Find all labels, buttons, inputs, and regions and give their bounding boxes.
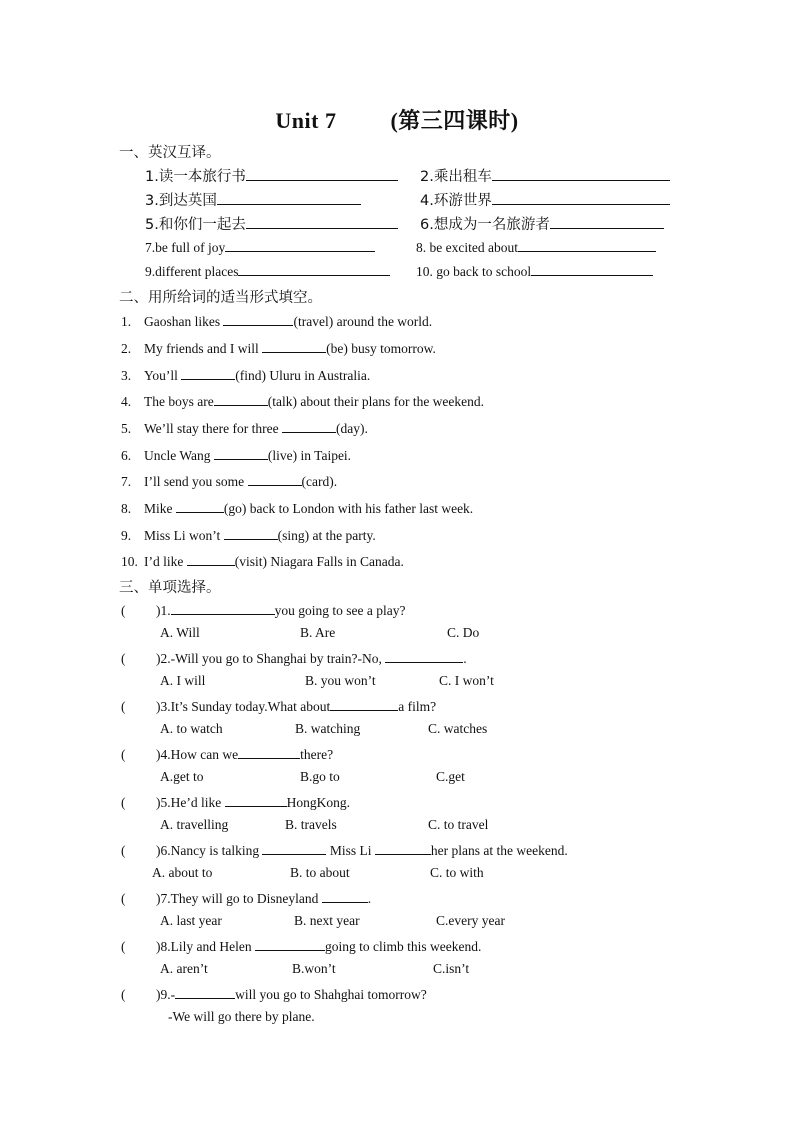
fill-item: 3. You’ll (find) Uluru in Australia. — [121, 368, 371, 383]
section1-heading: 一、英汉互译。 — [119, 145, 221, 161]
mc-option[interactable]: C. to travel — [428, 817, 489, 832]
answer-blank[interactable] — [248, 472, 302, 486]
mc-question: ( )9.- will you go to Shahghai tomorrow? — [121, 987, 427, 1002]
answer-blank[interactable] — [175, 985, 235, 999]
answer-blank[interactable] — [262, 339, 326, 353]
answer-blank[interactable] — [187, 552, 235, 566]
answer-blank[interactable] — [282, 419, 336, 433]
s1-item-4: 4.环游世界 — [420, 189, 670, 210]
answer-blank[interactable] — [238, 745, 300, 759]
answer-blank[interactable] — [550, 215, 664, 229]
s1-item-9: 9.different places — [145, 262, 390, 280]
mc-option[interactable]: B. Are — [300, 625, 336, 640]
fill-item: 2. My friends and I will (be) busy tomorrow. — [121, 341, 436, 356]
mc-option[interactable]: B. travels — [285, 817, 337, 832]
answer-blank[interactable] — [531, 262, 653, 276]
section3-heading: 三、单项选择。 — [119, 580, 221, 596]
mc-question: ( )5.He’d like HongKong. — [121, 795, 350, 810]
mc-option[interactable]: C. I won’t — [439, 673, 494, 688]
mc-question: ( )8.Lily and Helen going to climb this weekend. — [121, 939, 482, 954]
fill-item: 5. We’ll stay there for three (day). — [121, 421, 368, 436]
page-title — [0, 104, 794, 135]
s1-item-2: 2.乘出租车 — [420, 165, 670, 186]
mc-option[interactable]: A.get to — [160, 769, 204, 784]
mc-option[interactable]: C. watches — [428, 721, 488, 736]
mc-option[interactable]: B. to about — [290, 865, 350, 880]
fill-item: 9. Miss Li won’t (sing) at the party. — [121, 528, 376, 543]
answer-blank[interactable] — [255, 937, 325, 951]
mc-option[interactable]: A. travelling — [160, 817, 229, 832]
answer-blank[interactable] — [385, 649, 463, 663]
answer-blank[interactable] — [375, 841, 431, 855]
fill-item: 7. I’ll send you some (card). — [121, 474, 338, 489]
mc-option[interactable]: C.every year — [436, 913, 505, 928]
answer-blank[interactable] — [217, 191, 361, 205]
answer-blank[interactable] — [518, 238, 656, 252]
mc-option[interactable]: C.get — [436, 769, 465, 784]
mc-option[interactable]: C. Do — [447, 625, 480, 640]
mc-option[interactable]: A. aren’t — [160, 961, 208, 976]
mc-option[interactable]: C. to with — [430, 865, 484, 880]
mc-question: ( )2.-Will you go to Shanghai by train?-No, . — [121, 651, 467, 666]
mc-option[interactable]: B.go to — [300, 769, 340, 784]
mc-option[interactable]: A. last year — [160, 913, 222, 928]
fill-item: 6. Uncle Wang (live) in Taipei. — [121, 448, 352, 463]
mc-question: ( )6.Nancy is talking Miss Li her plans at the weekend. — [121, 843, 568, 858]
q9-response: -We will go there by plane. — [168, 1009, 315, 1024]
mc-option[interactable]: B. you won’t — [305, 673, 376, 688]
answer-blank[interactable] — [223, 312, 293, 326]
fill-item: 8. Mike (go) back to London with his father last week. — [121, 501, 474, 516]
answer-blank[interactable] — [171, 601, 275, 615]
answer-blank[interactable] — [492, 167, 670, 181]
answer-blank[interactable] — [238, 262, 390, 276]
mc-option[interactable]: C.isn’t — [433, 961, 470, 976]
answer-blank[interactable] — [225, 793, 287, 807]
s1-item-5: 5.和你们一起去 — [145, 213, 398, 234]
s1-item-7: 7.be full of joy — [145, 238, 375, 256]
s1-item-8: 8. be excited about — [416, 238, 656, 256]
answer-blank[interactable] — [176, 499, 224, 513]
mc-option[interactable]: A. Will — [160, 625, 200, 640]
mc-question: ( )1. you going to see a play? — [121, 603, 406, 618]
mc-question: ( )7.They will go to Disneyland . — [121, 891, 372, 906]
fill-item: 4. The boys are (talk) about their plans for the weekend. — [121, 394, 485, 409]
mc-option[interactable]: A. to watch — [160, 721, 223, 736]
mc-option[interactable]: A. I will — [160, 673, 206, 688]
answer-blank[interactable] — [181, 366, 235, 380]
answer-blank[interactable] — [246, 167, 398, 181]
s1-item-3: 3.到达英国 — [145, 189, 361, 210]
title-unit: Unit 7 — [275, 108, 337, 133]
answer-blank[interactable] — [214, 392, 268, 406]
answer-blank[interactable] — [246, 215, 398, 229]
s1-item-10: 10. go back to school — [416, 262, 653, 280]
answer-blank[interactable] — [224, 526, 278, 540]
fill-item: 10. I’d like (visit) Niagara Falls in Canada. — [121, 554, 404, 569]
answer-blank[interactable] — [330, 697, 398, 711]
answer-blank[interactable] — [225, 238, 375, 252]
s1-item-6: 6.想成为一名旅游者 — [420, 213, 664, 234]
mc-option[interactable]: B.won’t — [292, 961, 336, 976]
mc-question: ( )3.It’s Sunday today.What about a film? — [121, 699, 437, 714]
answer-blank[interactable] — [492, 191, 670, 205]
s1-item-1: 1.读一本旅行书 — [145, 165, 398, 186]
fill-item: 1. Gaoshan likes (travel) around the world. — [121, 314, 433, 329]
section2-heading: 二、用所给词的适当形式填空。 — [119, 290, 322, 306]
mc-option[interactable]: A. about to — [152, 865, 213, 880]
answer-blank[interactable] — [262, 841, 326, 855]
mc-option[interactable]: B. next year — [294, 913, 360, 928]
title-lesson: (第三四课时) — [390, 108, 519, 133]
mc-option[interactable]: B. watching — [295, 721, 361, 736]
mc-question: ( )4.How can we there? — [121, 747, 334, 762]
answer-blank[interactable] — [322, 889, 368, 903]
answer-blank[interactable] — [214, 446, 268, 460]
